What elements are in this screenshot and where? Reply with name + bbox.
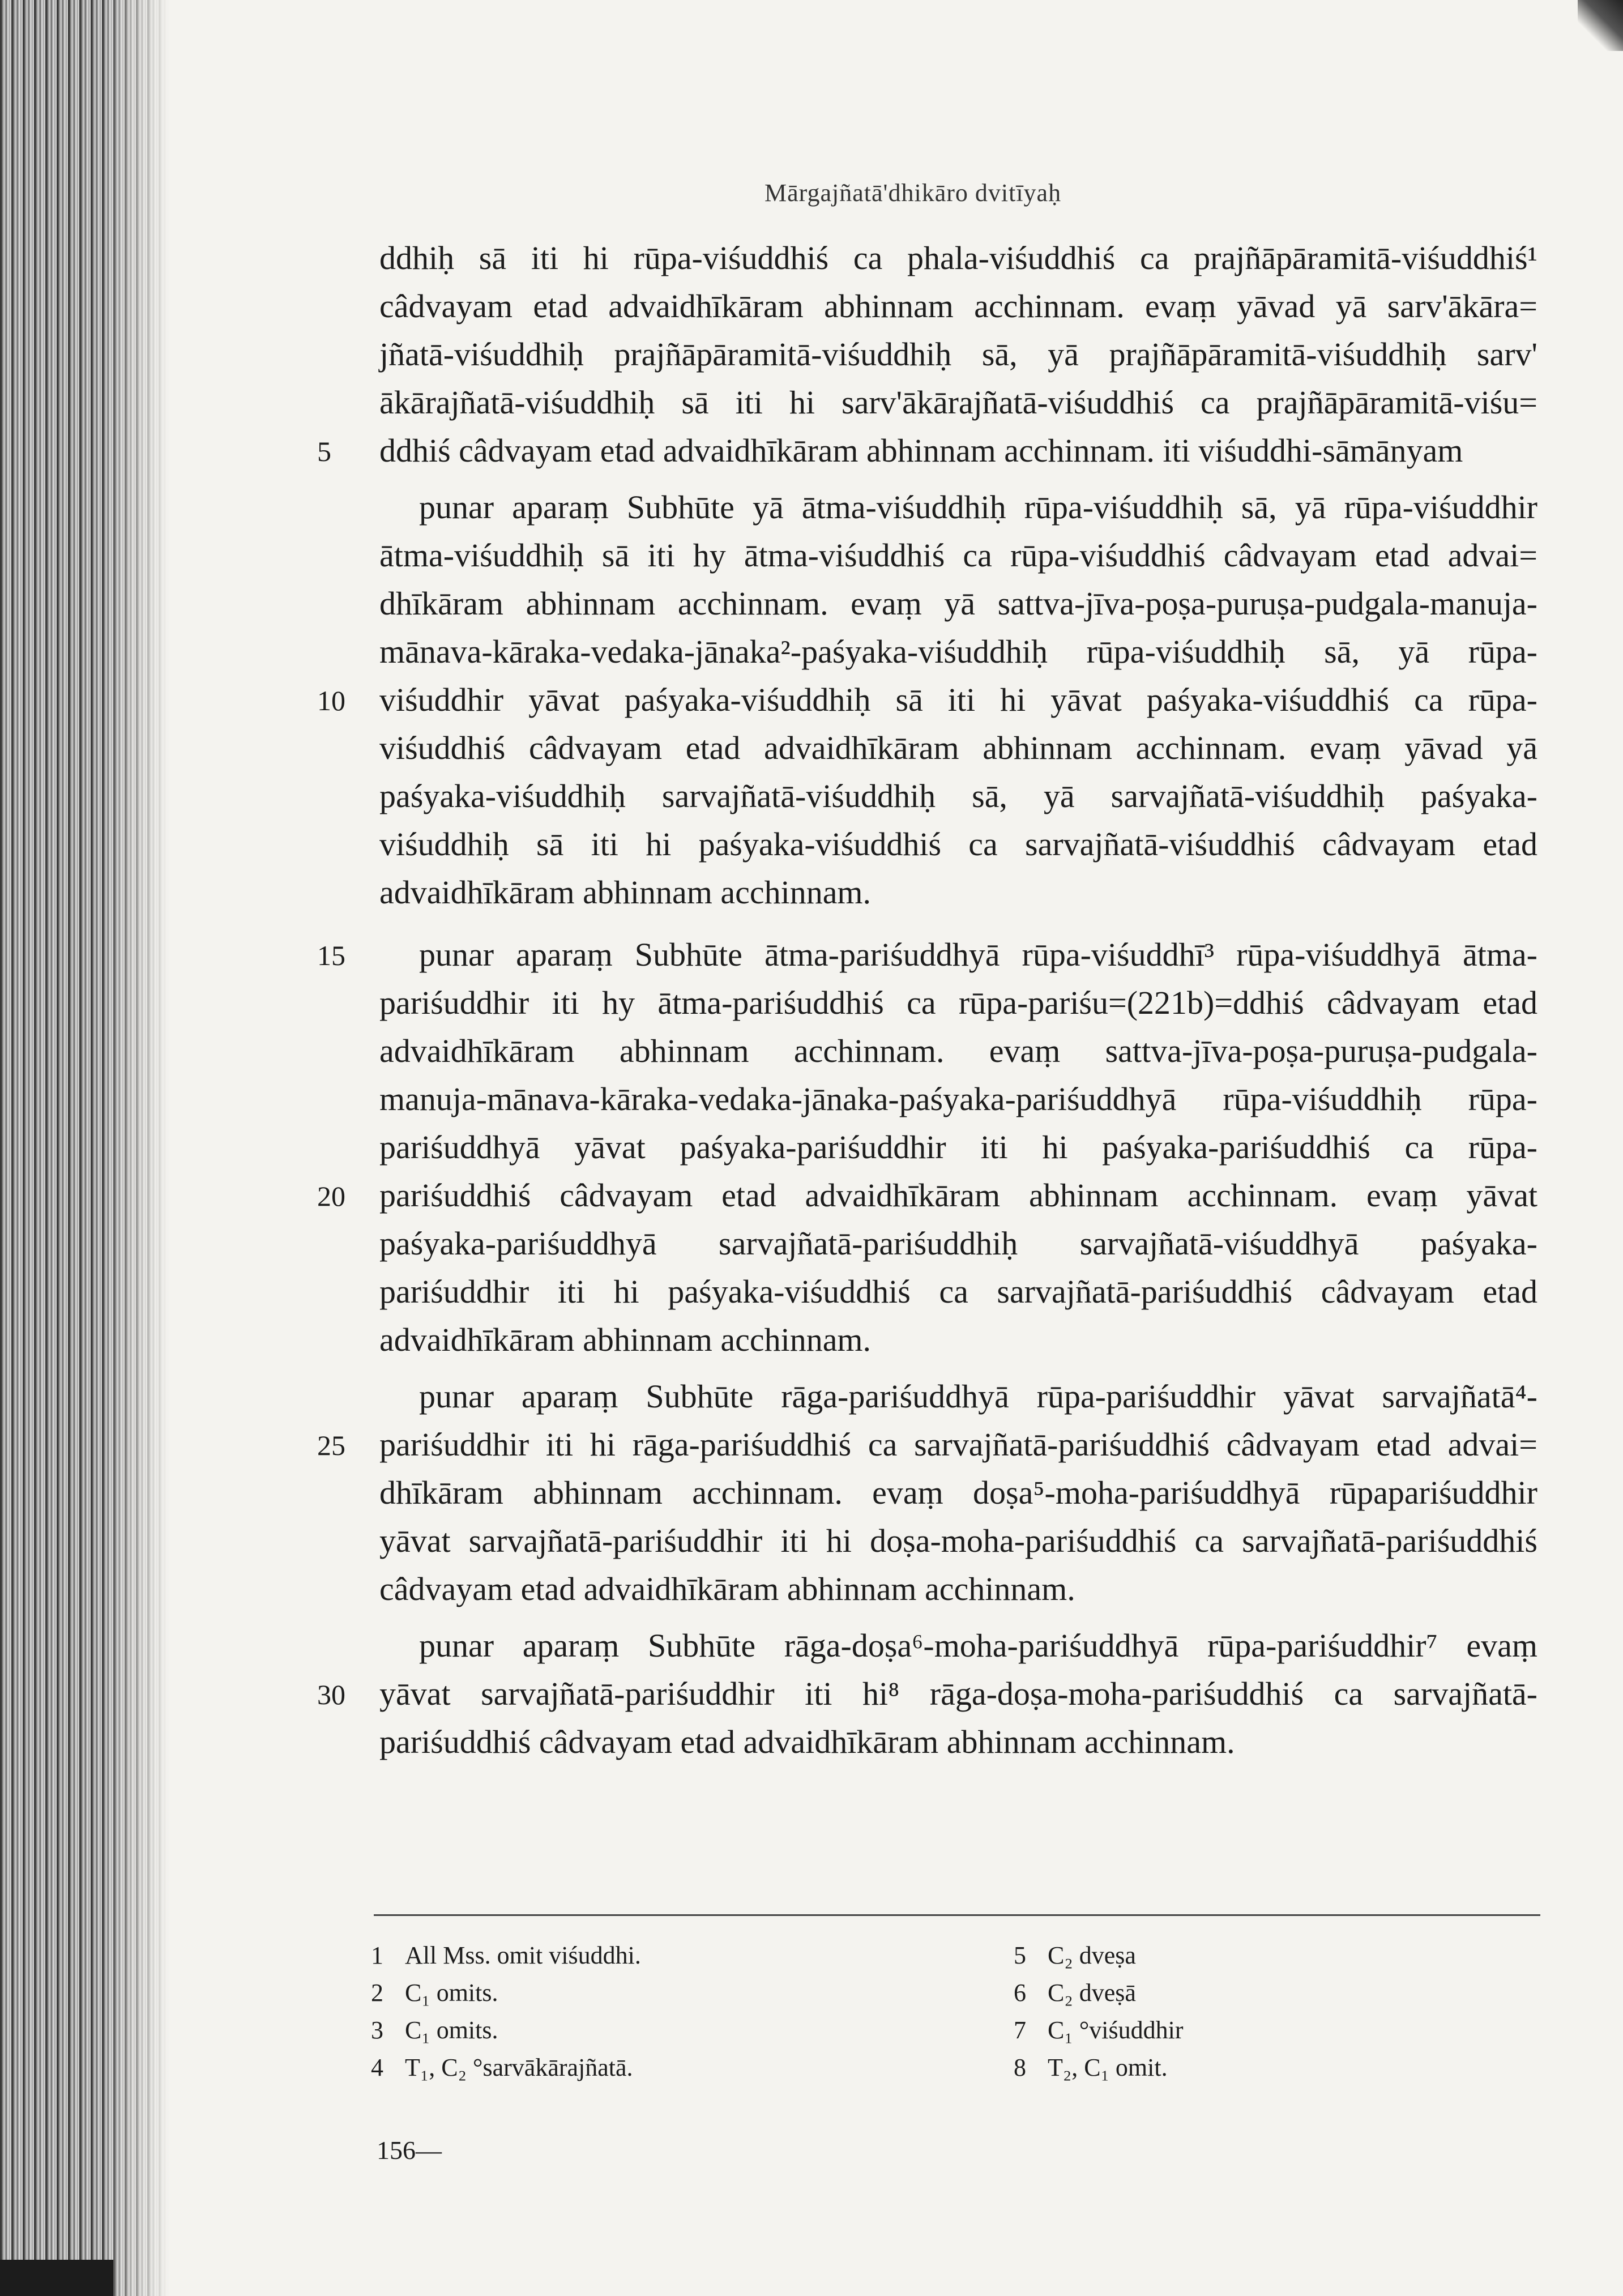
footnote-number: 3 <box>371 2016 383 2044</box>
text-line: jñatā-viśuddhiḥ prajñāpāramitā-viśuddhiḥ sā, yā prajñāpāramitā-viśuddhiḥ sarv' <box>379 336 1537 373</box>
running-head: Mārgajñatā'dhikāro dvitīyaḥ <box>764 179 1062 207</box>
footnote-text: All Mss. omit viśuddhi. <box>405 1941 641 1969</box>
page-corner-shadow <box>1578 0 1623 51</box>
footnote-text: C₂ dveṣa <box>1048 1941 1136 1969</box>
text-line: pariśuddhir iti hy ātma-pariśuddhiś ca rūpa-pariśu=(221b)=ddhiś câdvayam etad <box>379 984 1537 1021</box>
text-line: yāvat sarvajñatā-pariśuddhir iti hi doṣa-moha-pariśuddhiś ca sarvajñatā-pariśuddhiś <box>379 1522 1537 1559</box>
text-line: advaidhīkāram abhinnam acchinnam. evaṃ sattva-jīva-poṣa-puruṣa-pudgala- <box>379 1032 1537 1069</box>
text-line: punar aparaṃ Subhūte rāga-doṣa⁶-moha-pariśuddhyā rūpa-pariśuddhir⁷ evaṃ <box>419 1627 1537 1664</box>
text-line: ddhiś câdvayam etad advaidhīkāram abhinnam acchinnam. iti viśuddhi-sāmānyam <box>379 432 1463 469</box>
text-line: yāvat sarvajñatā-pariśuddhir iti hi⁸ rāga-doṣa-moha-pariśuddhiś ca sarvajñatā- <box>379 1675 1537 1712</box>
footnote-text: T₂, C₁ omit. <box>1048 2054 1168 2081</box>
footnote-text: C₂ dveṣā <box>1048 1979 1136 2007</box>
text-line: punar aparaṃ Subhūte rāga-pariśuddhyā rūpa-pariśuddhir yāvat sarvajñatā⁴- <box>419 1378 1537 1415</box>
footnote-number: 6 <box>1014 1979 1026 2007</box>
spine-fade <box>102 0 170 2296</box>
text-line: pariśuddhir iti hi paśyaka-viśuddhiś ca sarvajñatā-pariśuddhiś câdvayam etad <box>379 1273 1537 1310</box>
footnote-number: 7 <box>1014 2016 1026 2044</box>
text-line: advaidhīkāram abhinnam acchinnam. <box>379 1321 872 1358</box>
line-number: 10 <box>317 685 345 716</box>
line-number: 15 <box>317 940 345 971</box>
footnote <box>371 2015 498 2046</box>
text-line: punar aparaṃ Subhūte ātma-pariśuddhyā rūpa-viśuddhī³ rūpa-viśuddhyā ātma- <box>419 936 1537 973</box>
page-number: 156— <box>377 2136 442 2165</box>
footnote-number: 5 <box>1014 1941 1026 1969</box>
footnote-text: C₁ °viśuddhir <box>1048 2016 1184 2044</box>
page-number-value: 156 <box>377 2136 416 2165</box>
text-line: viśuddhir yāvat paśyaka-viśuddhiḥ sā iti hi yāvat paśyaka-viśuddhiś ca rūpa- <box>379 681 1537 718</box>
text-line: manuja-mānava-kāraka-vedaka-jānaka-paśyaka-pariśuddhyā rūpa-viśuddhiḥ rūpa- <box>379 1081 1537 1117</box>
text-line: paśyaka-viśuddhiḥ sarvajñatā-viśuddhiḥ sā, yā sarvajñatā-viśuddhiḥ paśyaka- <box>379 778 1537 814</box>
text-line: pariśuddhir iti hi rāga-pariśuddhiś ca sarvajñatā-pariśuddhiś câdvayam etad advai= <box>379 1426 1537 1463</box>
line-number: 25 <box>317 1429 345 1461</box>
footnote-rule <box>374 1914 1540 1916</box>
footnote <box>371 2052 633 2084</box>
text-line: viśuddhiś câdvayam etad advaidhīkāram abhinnam acchinnam. evaṃ yāvad yā <box>379 729 1537 766</box>
text-line: paśyaka-pariśuddhyā sarvajñatā-pariśuddhiḥ sarvajñatā-viśuddhyā paśyaka- <box>379 1225 1537 1262</box>
footnote-number: 1 <box>371 1941 383 1969</box>
footnote-text: C₁ omits. <box>405 2016 498 2044</box>
text-line: mānava-kāraka-vedaka-jānaka²-paśyaka-viśuddhiḥ rūpa-viśuddhiḥ sā, yā rūpa- <box>379 633 1537 670</box>
footnote <box>1014 1977 1136 2009</box>
text-line: punar aparaṃ Subhūte yā ātma-viśuddhiḥ rūpa-viśuddhiḥ sā, yā rūpa-viśuddhir <box>419 489 1537 526</box>
footnote-number: 2 <box>371 1979 383 2007</box>
footnote <box>371 1940 641 1971</box>
text-line: pariśuddhiś câdvayam etad advaidhīkāram abhinnam acchinnam. <box>379 1723 1235 1760</box>
text-line: câdvayam etad advaidhīkāram abhinnam acchinnam. <box>379 1571 1075 1607</box>
text-line: dhīkāram abhinnam acchinnam. evaṃ doṣa⁵-moha-pariśuddhyā rūpapariśuddhir <box>379 1474 1537 1511</box>
footnote-text: C₁ omits. <box>405 1979 498 2007</box>
footnote <box>371 1977 498 2009</box>
text-line: ākārajñatā-viśuddhiḥ sā iti hi sarv'ākārajñatā-viśuddhiś ca prajñāpāramitā-viśu= <box>379 384 1537 421</box>
spine-bottom-edge <box>0 2260 113 2296</box>
text-line: ātma-viśuddhiḥ sā iti hy ātma-viśuddhiś ca rūpa-viśuddhiś câdvayam etad advai= <box>379 537 1537 574</box>
footnote-number: 4 <box>371 2054 383 2081</box>
line-number: 5 <box>317 436 331 467</box>
footnote <box>1014 2052 1168 2084</box>
line-number: 30 <box>317 1679 345 1710</box>
text-line: advaidhīkāram abhinnam acchinnam. <box>379 874 872 911</box>
footnote <box>1014 1940 1136 1971</box>
line-number: 20 <box>317 1180 345 1212</box>
text-line: ddhiḥ sā iti hi rūpa-viśuddhiś ca phala-viśuddhiś ca prajñāpāramitā-viśuddhiś¹ <box>379 240 1537 276</box>
footnote-number: 8 <box>1014 2054 1026 2081</box>
text-line: viśuddhiḥ sā iti hi paśyaka-viśuddhiś ca sarvajñatā-viśuddhiś câdvayam etad <box>379 826 1537 863</box>
footnote-text: T₁, C₂ °sarvākārajñatā. <box>405 2054 633 2081</box>
footnote <box>1014 2015 1184 2046</box>
text-line: dhīkāram abhinnam acchinnam. evaṃ yā sattva-jīva-poṣa-puruṣa-pudgala-manuja- <box>379 585 1537 622</box>
text-line: pariśuddhiś câdvayam etad advaidhīkāram abhinnam acchinnam. evaṃ yāvat <box>379 1177 1537 1214</box>
text-line: câdvayam etad advaidhīkāram abhinnam acchinnam. evaṃ yāvad yā sarv'ākāra= <box>379 288 1537 325</box>
text-line: pariśuddhyā yāvat paśyaka-pariśuddhir iti hi paśyaka-pariśuddhiś ca rūpa- <box>379 1129 1537 1166</box>
